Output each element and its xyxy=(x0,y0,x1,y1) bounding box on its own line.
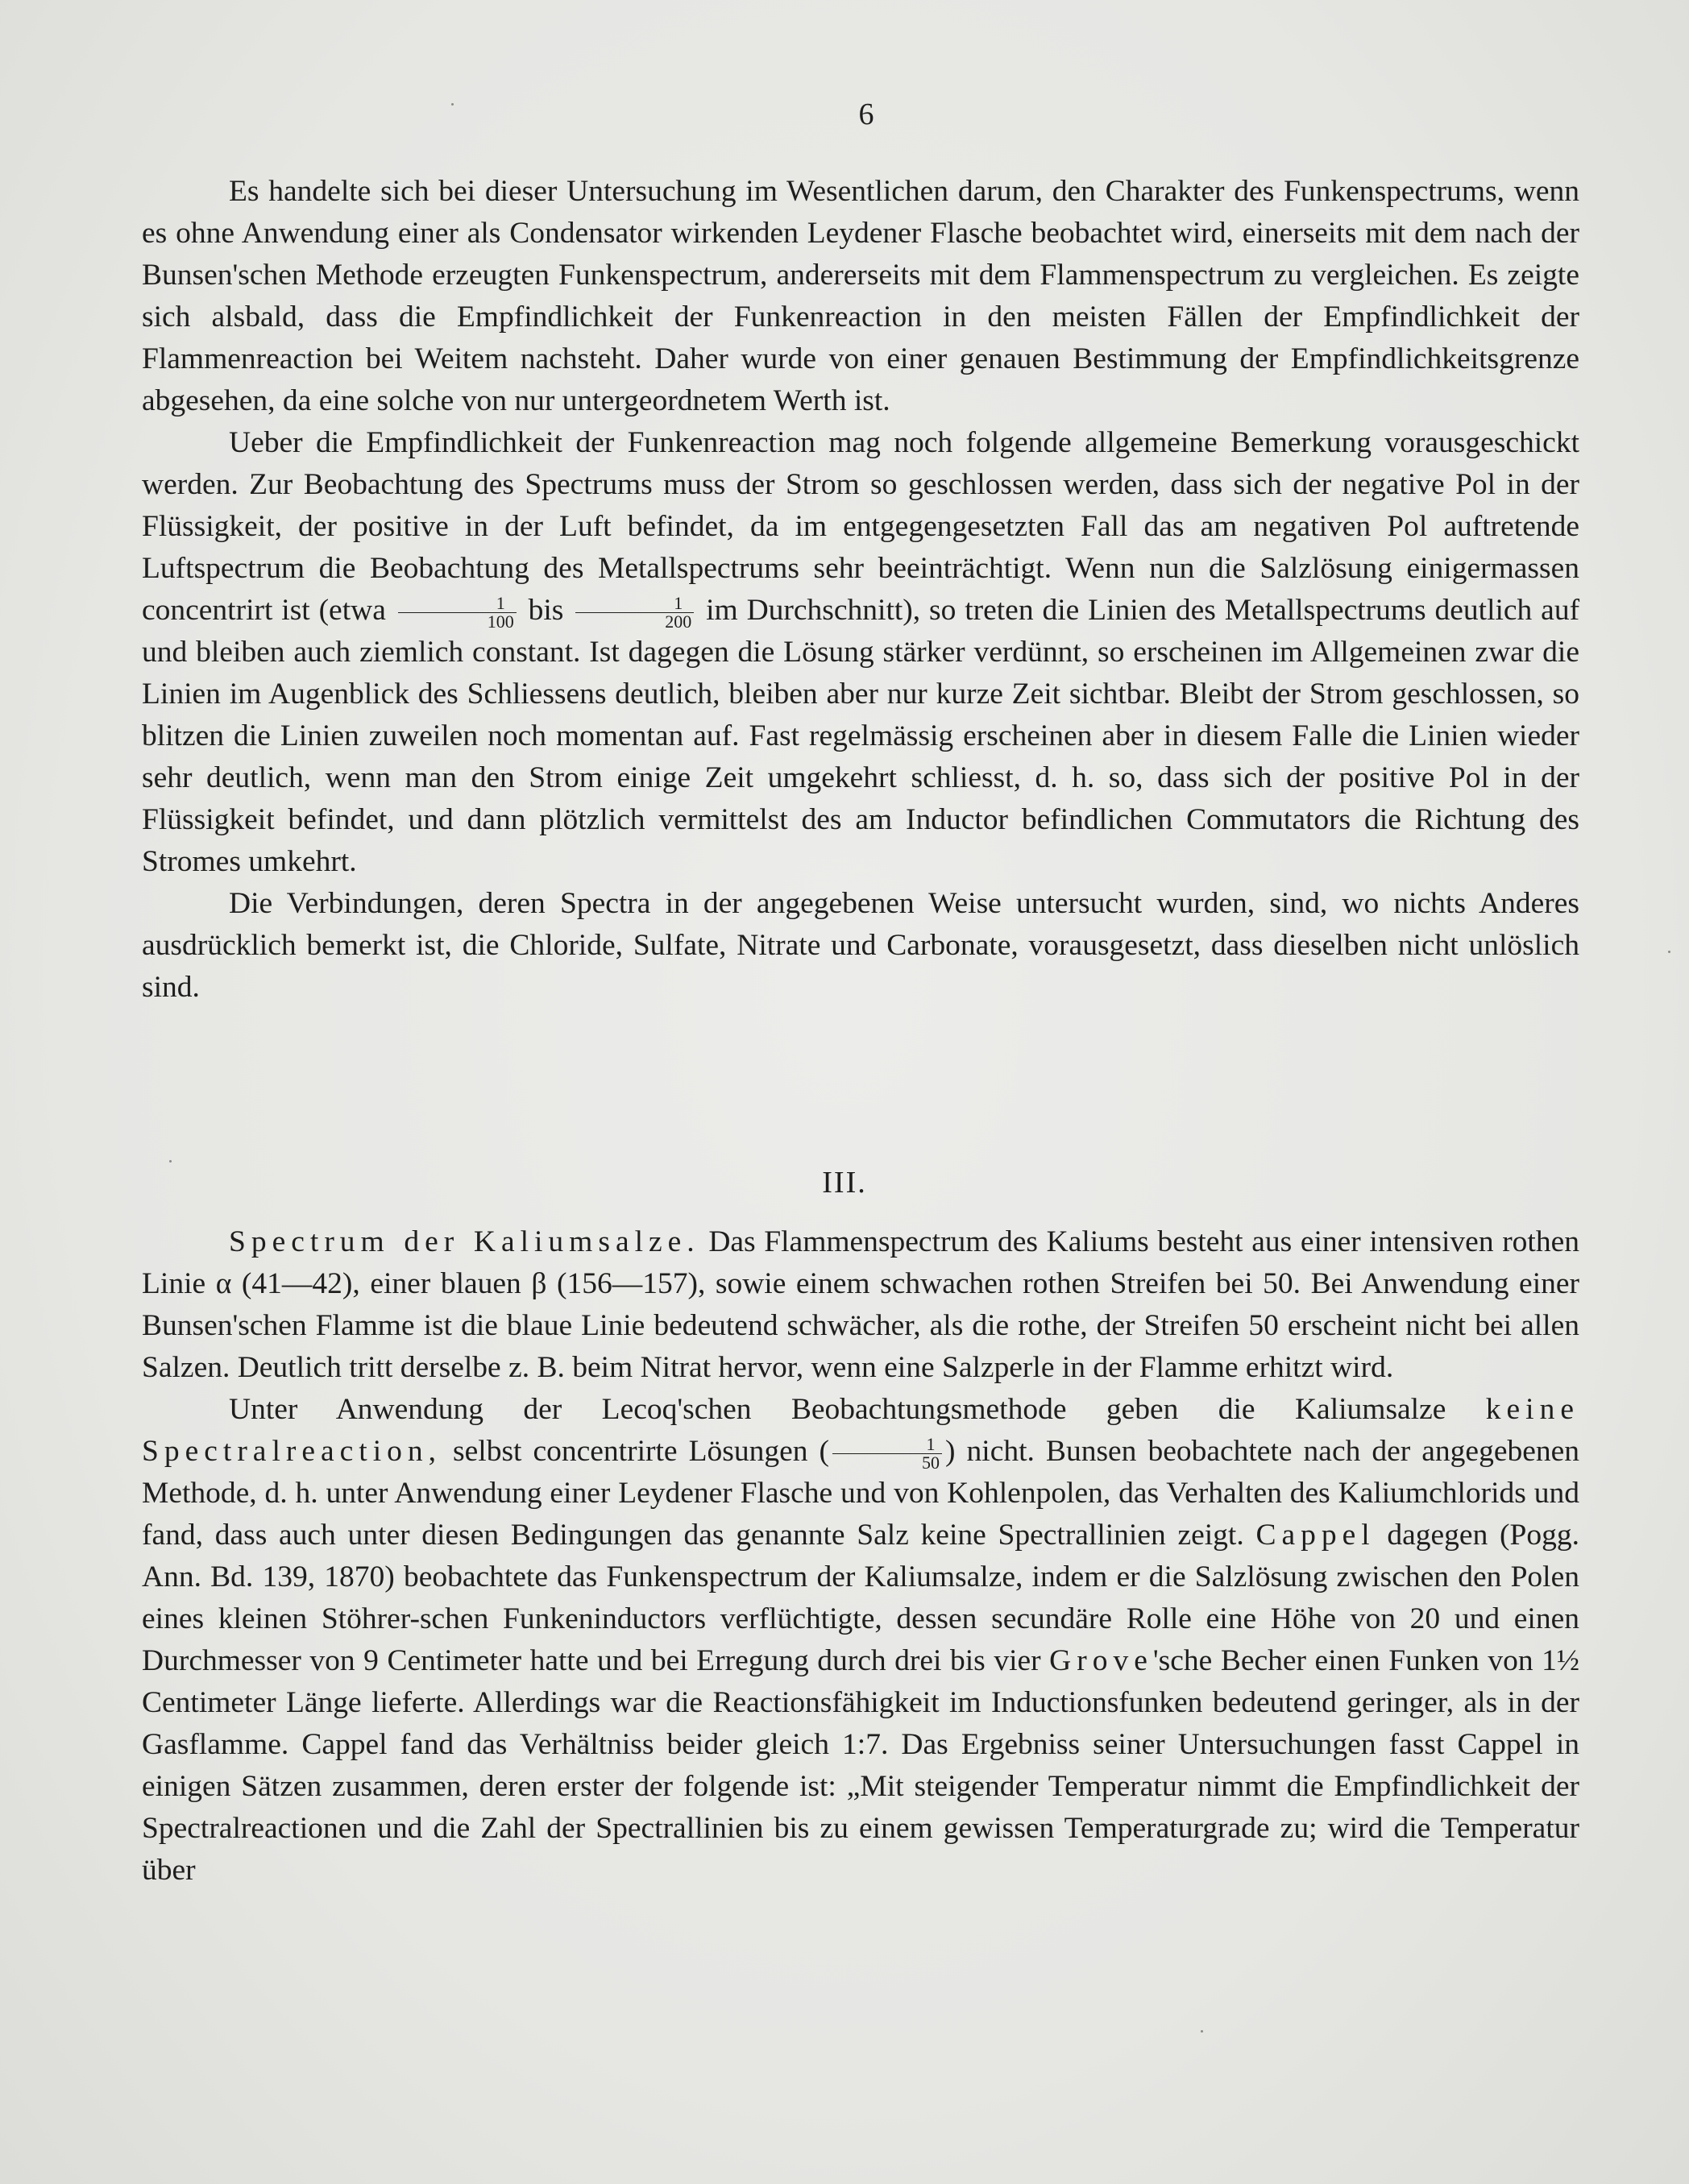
emphasis-grove: Grove xyxy=(1049,1644,1153,1677)
text-block-lower xyxy=(142,1221,1579,1892)
paragraph-5 xyxy=(142,1389,1579,1892)
fraction-one-two-hundredth xyxy=(575,592,694,632)
emphasis-keine: keine xyxy=(1485,1393,1579,1426)
fraction-denominator: 200 xyxy=(665,611,692,632)
paper-speck xyxy=(451,103,454,106)
fraction-numerator: 1 xyxy=(398,595,517,613)
paragraph-5-part-d: dagegen (Pogg. Ann. Bd. 139, 1870) beobachtete das Funkenspectrum der Kaliumsalze, indem er die Salzlösung zwischen den Polen eines kleinen Stöhrer-schen Funkeninductors verflüchtigte, dessen secundäre Rolle eine Höhe von 20 und einen Durchmesser von 9 Centimeter hatte und bei Erregung durch drei bis vier xyxy=(142,1519,1580,1677)
fraction-denominator: 50 xyxy=(922,1452,940,1473)
paragraph-3: Die Verbindungen, deren Spectra in der angegebenen Weise untersucht wurden, sind, wo nichts Anderes ausdrücklich bemerkt ist, die Chloride, Sulfate, Nitrate und Carbonate, vorausgesetzt, dass dieselben nicht unlöslich sind. xyxy=(142,887,1579,1004)
fraction-one-hundredth xyxy=(398,592,517,632)
paper-speck xyxy=(1668,951,1670,953)
paper-speck xyxy=(1201,2030,1203,2033)
page-number: 6 xyxy=(858,97,874,131)
fraction-numerator: 1 xyxy=(832,1436,942,1454)
emphasis-cappel: Cappel xyxy=(1255,1519,1376,1552)
fraction-denominator: 100 xyxy=(487,611,514,632)
paragraph-1: Es handelte sich bei dieser Untersuchung im Wesentlichen darum, den Charakter des Funkenspectrums, wenn es ohne Anwendung einer als Condensator wirkenden Leydener Flasche beobachtet wird, einerseits mit dem nach der Bunsen'schen Methode erzeugten Funkenspectrum, andererseits mit dem Flammenspectrum zu vergleichen. Es zeigte sich alsbald, dass die Empfindlichkeit der Funkenreaction in den meisten Fällen der Empfindlichkeit der Flammenreaction bei Weitem nachsteht. Daher wurde von einer genauen Bestimmung der Empfindlichkeitsgrenze abgesehen, da eine solche von nur untergeordnetem Werth ist. xyxy=(142,175,1579,417)
paragraph-2-part-b: bis xyxy=(528,594,564,627)
paragraph-5-part-e: 'sche Becher einen Funken von 1½ Centimeter Länge lieferte. Allerdings war die Reactionsfähigkeit im Inductionsfunken bedeutend geringer, als in der Gasflamme. Cappel fand das Verhältniss beider gleich 1:7. Das Ergebniss seiner Untersuchungen fasst Cappel in einigen Sätzen zusammen, deren erster der folgende ist: „Mit steigender Temperatur nimmt die Empfindlichkeit der Spectralreactionen und die Zahl der Spectrallinien bis zu einem gewissen Temperaturgrade zu; wird die Temperatur über xyxy=(142,1644,1580,1887)
paragraph-5-part-c: ) nicht. Bunsen beobachtete nach der angegebenen Methode, d. h. unter Anwendung einer Leydener Flasche und von Kohlenpolen, das Verhalten des Kaliumchlorids und fand, dass auch unter diesen Bedingungen das genannte Salz keine Spectrallinien zeigt. xyxy=(142,1435,1580,1552)
emphasis-spectralreaction: Spectralreaction, xyxy=(142,1435,442,1468)
paragraph-2-part-a: Ueber die Empfindlichkeit der Funkenreaction mag noch folgende allgemeine Bemerkung vorausgeschickt werden. Zur Beobachtung des Spectrums muss der Strom so geschlossen werden, dass sich der negative Pol in der Flüssigkeit, der positive in der Luft befindet, da im entgegengesetzten Fall das am negativen Pol auftretende Luftspectrum die Beobachtung des Metallspectrums sehr beeinträchtigt. Wenn nun die Salzlösung einigermassen concentrirt ist (etwa xyxy=(142,426,1579,627)
section-title-kaliumsalze: Spectrum der Kaliumsalze. xyxy=(229,1225,700,1258)
paragraph-4-text: Das Flammenspectrum des Kaliums besteht aus einer intensiven rothen Linie α (41—42), einer blauen β (156—157), sowie einem schwachen rothen Streifen bei 50. Bei Anwendung einer Bunsen'schen Flamme ist die blaue Linie bedeutend schwächer, als die rothe, der Streifen 50 erscheint nicht bei allen Salzen. Deutlich tritt derselbe z. B. beim Nitrat hervor, wenn eine Salzperle in der Flamme erhitzt wird. xyxy=(142,1225,1580,1384)
paragraph-5-part-b: selbst concentrirte Lösungen ( xyxy=(453,1435,830,1468)
text-block-upper xyxy=(142,171,1579,1009)
paper-speck xyxy=(169,1160,172,1162)
paragraph-2 xyxy=(142,422,1579,883)
paragraph-2-part-c: im Durchschnitt), so treten die Linien des Metallspectrums deutlich auf und bleiben auch ziemlich constant. Ist dagegen die Lösung stärker verdünnt, so erscheinen im Allgemeinen zwar die Linien im Augenblick des Schliessens deutlich, bleiben aber nur kurze Zeit sichtbar. Bleibt der Strom geschlossen, so blitzen die Linien zuweilen noch momentan auf. Fast regelmässig erscheinen aber in diesem Falle die Linien wieder sehr deutlich, wenn man den Strom einige Zeit umgekehrt schliesst, d. h. so, dass sich der positive Pol in der Flüssigkeit befindet, und dann plötzlich vermittelst des am Inductor befindlichen Commutators die Richtung des Stromes umkehrt. xyxy=(142,594,1580,878)
paragraph-5-part-a: Unter Anwendung der Lecoq'schen Beobachtungsmethode geben die Kaliumsalze xyxy=(229,1393,1446,1426)
fraction-one-fiftieth xyxy=(832,1433,942,1473)
fraction-numerator: 1 xyxy=(575,595,694,613)
paragraph-4 xyxy=(142,1221,1579,1389)
section-heading: III. xyxy=(822,1166,867,1200)
